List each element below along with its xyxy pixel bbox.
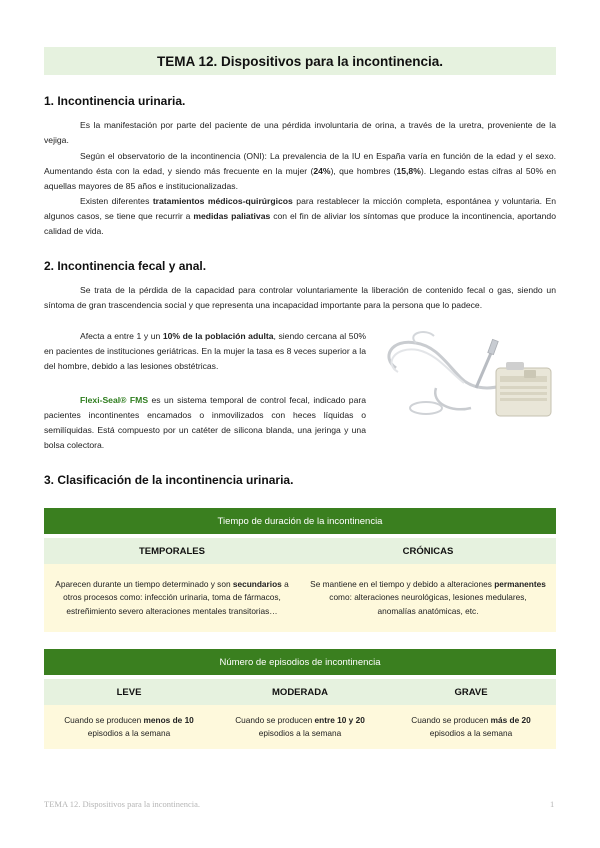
col-grave: GRAVE (386, 679, 556, 705)
cell-moderada: Cuando se producen entre 10 y 20 episodios a la semana (214, 705, 386, 749)
section-1-heading: 1. Incontinencia urinaria. (44, 94, 186, 108)
page-title: TEMA 12. Dispositivos para la incontinencia. (156, 53, 444, 69)
episodes-table (44, 649, 556, 749)
s1-paragraph-3: Existen diferentes tratamientos médicos-quirúrgicos para restablecer la micción completa, espontánea y voluntaria. En algunos casos, se tiene que recurrir a medidas paliativas con el fin de aliviar los síntomas que produce la incontinencia, aportando calidad de vida. (44, 196, 557, 236)
cell-temporales: Aparecen durante un tiempo determinado y son secundarios a otros procesos como: infección urinaria, toma de fármacos, estreñimiento severo alteraciones mentales transitorias… (44, 564, 300, 632)
col-moderada: MODERADA (214, 679, 386, 705)
s1-paragraph-1: Es la manifestación por parte del paciente de una pérdida involuntaria de orina, a través de la uretra, proveniente de la vejiga. (44, 120, 556, 145)
s2-paragraph-3: Flexi-Seal® FMS es un sistema temporal de control fecal, indicado para pacientes incontinentes encamados o inmovilizados con heces líquidas o semilíquidas. Está compuesto por un catéter de silicona blanda, una jeringa y una bolsa colectora. (44, 395, 366, 450)
fecal-management-device-icon (376, 328, 556, 423)
col-temporales: TEMPORALES (44, 538, 300, 564)
col-leve: LEVE (44, 679, 214, 705)
footer-title: TEMA 12. Dispositivos para la incontinencia. (44, 799, 201, 809)
s2-paragraph-1: Se trata de la pérdida de la capacidad para controlar voluntariamente la liberación de contenido fecal o gas, siendo un síntoma de gran trascendencia social y que representa una incapacidad importante para la persona que lo padece. (44, 285, 556, 310)
cell-leve: Cuando se producen menos de 10 episodios a la semana (44, 705, 214, 749)
title-band (44, 47, 556, 75)
duration-table-header: Tiempo de duración de la incontinencia (44, 508, 556, 534)
s1-paragraph-2: Según el observatorio de la incontinencia (ONI): La prevalencia de la IU en España varía en función de la edad y el sexo. Aumentando ésta con la edad, y siendo más frecuente en la mujer (24%), que hombres (15,8%). Llegando estas cifras al 50% en aquellas mayores de 85 años e institucionalizadas. (44, 151, 556, 191)
episodes-table-header: Número de episodios de incontinencia (44, 649, 556, 675)
cell-grave: Cuando se producen más de 20 episodios a la semana (386, 705, 556, 749)
section-2-heading: 2. Incontinencia fecal y anal. (44, 259, 207, 273)
section-3-heading: 3. Clasificación de la incontinencia urinaria. (44, 473, 294, 487)
page-number: 1 (550, 799, 555, 809)
cell-cronicas: Se mantiene en el tiempo y debido a alteraciones permanentes como: alteraciones neurológicas, lesiones medulares, anomalías anatómicas, etc. (300, 564, 556, 632)
s2-paragraph-2: Afecta a entre 1 y un 10% de la población adulta, siendo cercana al 50% en pacientes de instituciones geriátricas. En la mujer la tasa es 8 veces superior a la del hombre, debido a las lesiones obstétricas. (44, 331, 366, 371)
duration-table (44, 508, 556, 632)
col-cronicas: CRÓNICAS (300, 538, 556, 564)
